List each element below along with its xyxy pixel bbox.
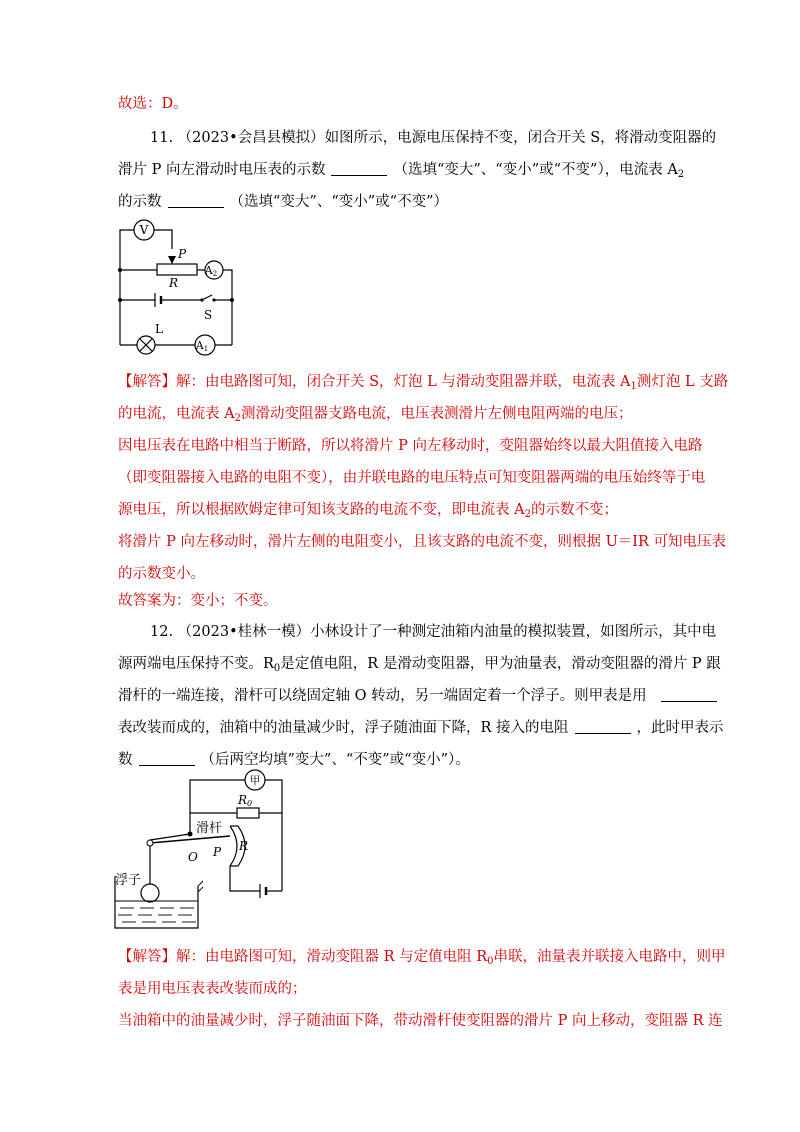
label-l: L bbox=[155, 322, 163, 336]
q12-solution-line-2: 表是用电压表表改装而成的； bbox=[118, 981, 307, 997]
label-a1: A1 bbox=[195, 339, 209, 353]
q11-solution-line-3: 因电压表在电路中相当于断路，所以将滑片 P 向左移动时，变阻器始终以最大阻值接入电路 bbox=[118, 438, 703, 454]
label-r0: R0 bbox=[238, 793, 253, 808]
label-o: O bbox=[188, 850, 198, 864]
q12-line-5: 数 （后两空均填”变大”、“不变”或“变小”）。 bbox=[118, 752, 470, 768]
q11-solution-line-6: 将滑片 P 向左移动时，滑片左侧的电阻变小，且该支路的电流不变，则根据 U＝IR 可知电压表 bbox=[118, 534, 727, 550]
label-v: V bbox=[139, 223, 149, 237]
q11-final-answer: 故答案为：变小；不变。 bbox=[118, 593, 278, 609]
label-lever: 滑杆 bbox=[196, 821, 223, 836]
q11-blank-1[interactable] bbox=[331, 161, 387, 176]
q12-line-4: 表改装而成的，油箱中的油量减少时，浮子随油面下降，R 接入的电阻 ，此时甲表示 bbox=[118, 720, 724, 736]
q12-line-2: 源两端电压保持不变。$R_0$是定值电阻，R 是滑动变阻器，甲为油量表，滑动变阻器的滑片 P 跟 bbox=[118, 656, 721, 674]
prev-answer: 故选：D。 bbox=[118, 96, 188, 112]
label-p: P bbox=[178, 247, 187, 261]
q11-source: （2023•会昌县模拟） bbox=[177, 130, 325, 146]
q12-source: （2023•桂林一模） bbox=[177, 624, 311, 640]
label-a2: A2 bbox=[204, 264, 218, 278]
label-s: S bbox=[204, 308, 213, 322]
q11-text-1: 如图所示，电源电压保持不变，闭合开关 S，将滑动变阻器的 bbox=[324, 130, 717, 146]
q12-line-1: 12. （2023•桂林一模）小林设计了一种测定油箱内油量的模拟装置，如图所示，其中电 bbox=[150, 624, 717, 640]
rheostat-r-symbol bbox=[157, 264, 197, 275]
q11-blank-2[interactable] bbox=[168, 193, 224, 208]
resistor-r0-symbol bbox=[237, 808, 259, 818]
q12-number: 12. bbox=[150, 624, 174, 640]
label-r: R bbox=[239, 839, 249, 853]
label-p: P bbox=[213, 845, 222, 859]
q11-solution-line-5: 源电压，所以根据欧姆定律可知该支路的电流不变，即电流表 $A_2$的示数不变； bbox=[118, 502, 618, 520]
q12-blank-3[interactable] bbox=[139, 751, 195, 766]
q12-line-3: 滑杆的一端连接，滑杆可以绕固定轴 O 转动，另一端固定着一个浮子。则甲表是用 bbox=[118, 686, 723, 706]
q12-oil-gauge-diagram bbox=[110, 768, 295, 938]
q11-number: 11. bbox=[150, 130, 174, 146]
q11-circuit-diagram bbox=[110, 215, 240, 357]
q11-solution-line-2: 的电流，电流表 $A_2$测滑动变阻器支路电流，电压表测滑片左侧电阻两端的电压； bbox=[118, 406, 633, 424]
q11-solution-line-7: 的示数变小。 bbox=[118, 566, 205, 582]
q11-line-3: 的示数 （选填“变大”、“变小”或“不变”） bbox=[118, 194, 448, 210]
q11-line-1 bbox=[150, 128, 716, 148]
label-float: 浮子 bbox=[115, 873, 142, 888]
q11-line-2: 滑片 P 向左滑动时电压表的示数 （选填“变大”、“变小”或“不变”），电流表 $A_2$ bbox=[118, 162, 685, 180]
q12-solution-line-3: 当油箱中的油量减少时，浮子随油面下降，带动滑杆使变阻器的滑片 P 向上移动，变阻器 R 连 bbox=[118, 1013, 723, 1029]
q12-blank-1[interactable] bbox=[661, 687, 717, 702]
q11-solution-line-1: 【解答】解：由电路图可知，闭合开关 S，灯泡 L 与滑动变阻器并联，电流表 $A_1$测灯泡 L 支路 bbox=[118, 374, 729, 392]
q11-solution-line-4: （即变阻器接入电路的电阻不变），由并联电路的电压特点可知变阻器两端的电压始终等于电 bbox=[118, 470, 706, 486]
q12-solution-line-1: 【解答】解：由电路图可知，滑动变阻器 R 与定值电阻 $R_0$串联，油量表并联接入电路中，则甲 bbox=[118, 949, 726, 967]
label-meter: 甲 bbox=[249, 774, 261, 787]
float-symbol bbox=[141, 884, 159, 902]
q12-blank-2[interactable] bbox=[575, 719, 631, 734]
label-r: R bbox=[169, 276, 179, 290]
